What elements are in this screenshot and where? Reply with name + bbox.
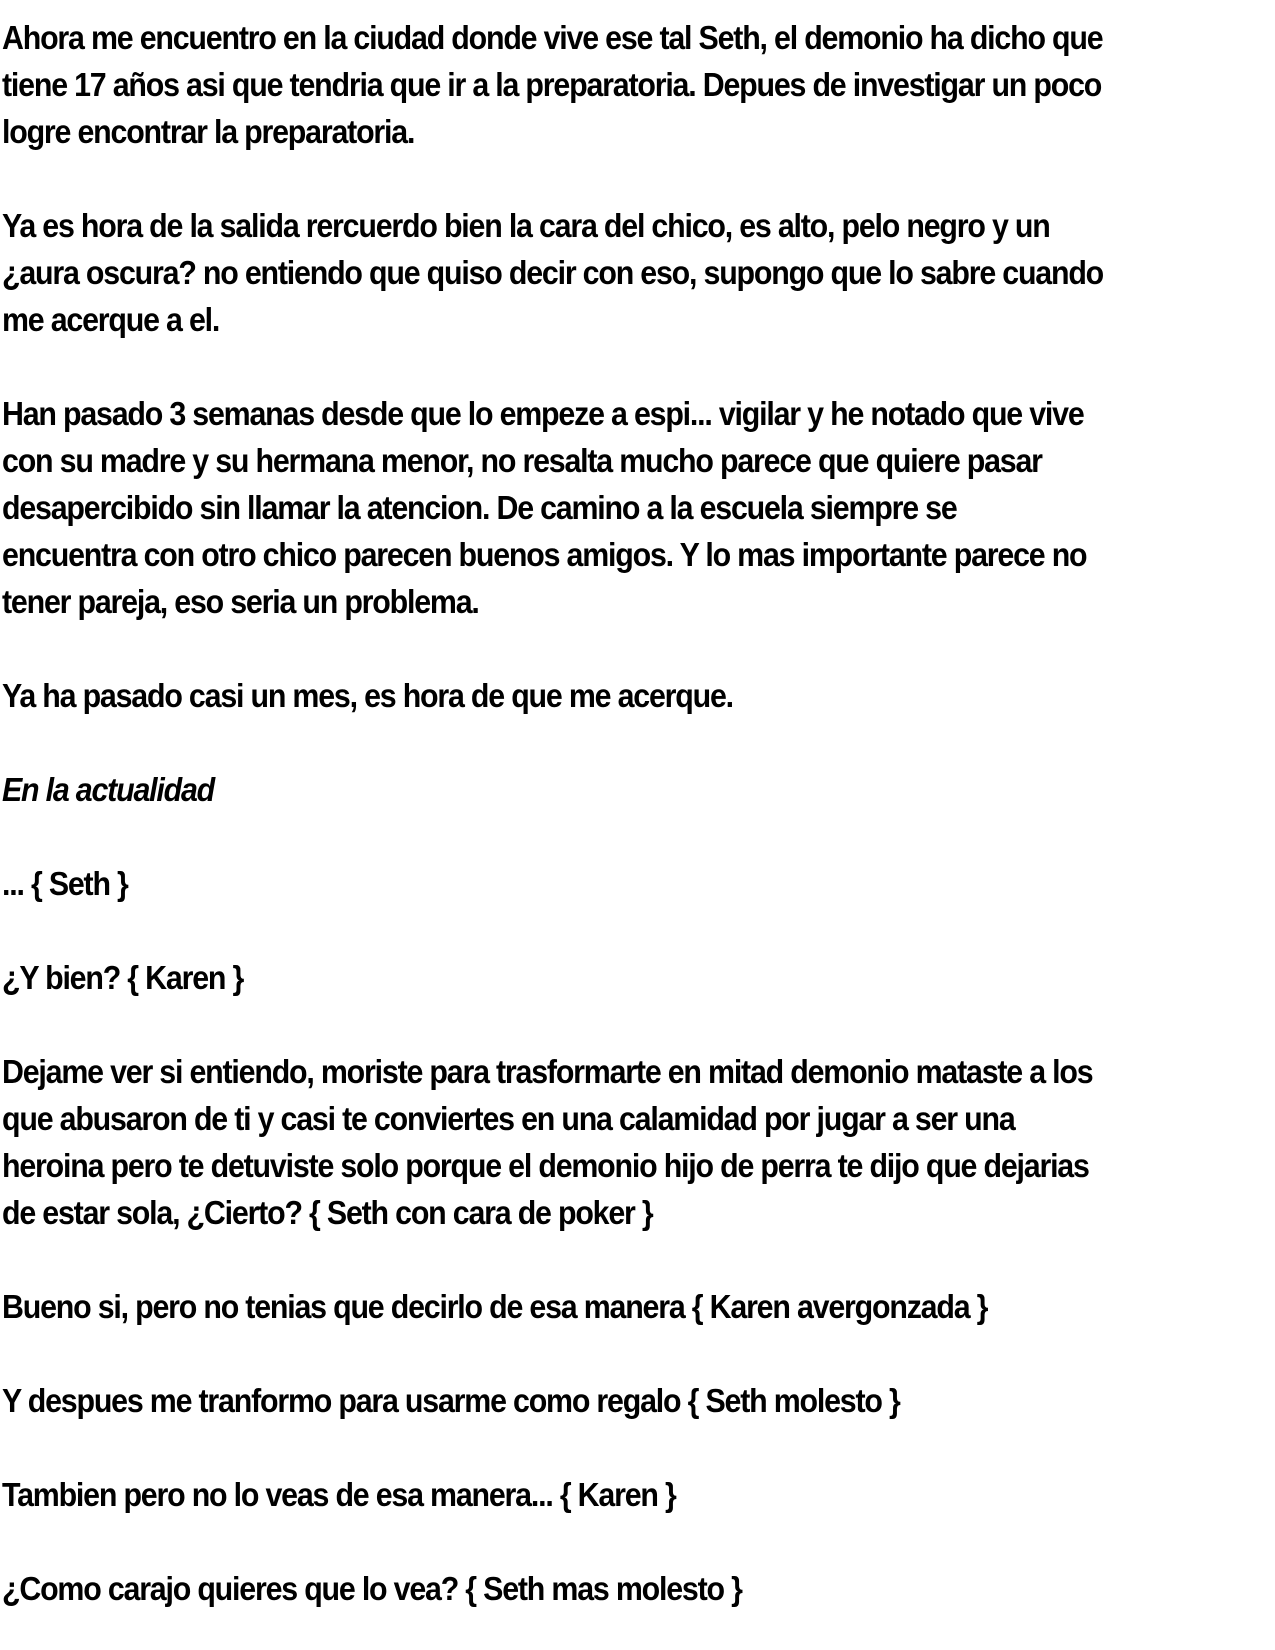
narration-paragraph-2: Ya es hora de la salida rercuerdo bien la cara del chico, es alto, pelo negro y un ¿aura oscura? no entiendo que quiso decir con eso, supongo que lo sabre cuando me acerque a el. — [2, 207, 1104, 338]
paragraph-gap — [2, 625, 1252, 672]
paragraph-gap — [2, 907, 1252, 954]
paragraph-gap — [2, 1518, 1252, 1565]
narration-paragraph-4: Ya ha pasado casi un mes, es hora de que me acerque. — [2, 677, 733, 714]
dialogue-line-4: Bueno si, pero no tenias que decirlo de esa manera { Karen avergonzada } — [2, 1288, 988, 1325]
dialogue-line-2: ¿Y bien? { Karen } — [2, 959, 244, 996]
dialogue-line-7: ¿Como carajo quieres que lo vea? { Seth mas molesto } — [2, 1570, 742, 1607]
paragraph-gap — [2, 1424, 1252, 1471]
dialogue-line-6: Tambien pero no lo veas de esa manera... { Karen } — [2, 1476, 676, 1513]
dialogue-line-3: Dejame ver si entiendo, moriste para trasformarte en mitad demonio mataste a los que abusaron de ti y casi te conviertes en una calamidad por jugar a ser una heroina pero te detuviste solo porque el demonio hijo de perra te dijo que dejarias de estar sola, ¿Cierto? { Seth con cara de poker } — [2, 1053, 1093, 1231]
paragraph-gap — [2, 813, 1252, 860]
narration-paragraph-3: Han pasado 3 semanas desde que lo empeze a espi... vigilar y he notado que vive con su madre y su hermana menor, no resalta mucho parece que quiere pasar desapercibido sin llamar la atencion. De camino a la escuela siempre se encuentra con otro chico parecen buenos amigos. Y lo mas importante parece no tener pareja, eso seria un problema. — [2, 395, 1087, 620]
paragraph-gap — [2, 1001, 1252, 1048]
paragraph-gap — [2, 1236, 1252, 1283]
dialogue-line-5: Y despues me tranformo para usarme como regalo { Seth molesto } — [2, 1382, 900, 1419]
dialogue-line-1: ... { Seth } — [2, 865, 128, 902]
narration-paragraph-1: Ahora me encuentro en la ciudad donde vive ese tal Seth, el demonio ha dicho que tiene 17 años asi que tendria que ir a la preparatoria. Depues de investigar un poco logre encontrar la preparatoria. — [2, 19, 1103, 150]
paragraph-gap — [2, 343, 1252, 390]
document-page — [2, 14, 1252, 1612]
paragraph-gap — [2, 155, 1252, 202]
paragraph-gap — [2, 719, 1252, 766]
paragraph-gap — [2, 1330, 1252, 1377]
scene-heading: En la actualidad — [2, 771, 215, 808]
